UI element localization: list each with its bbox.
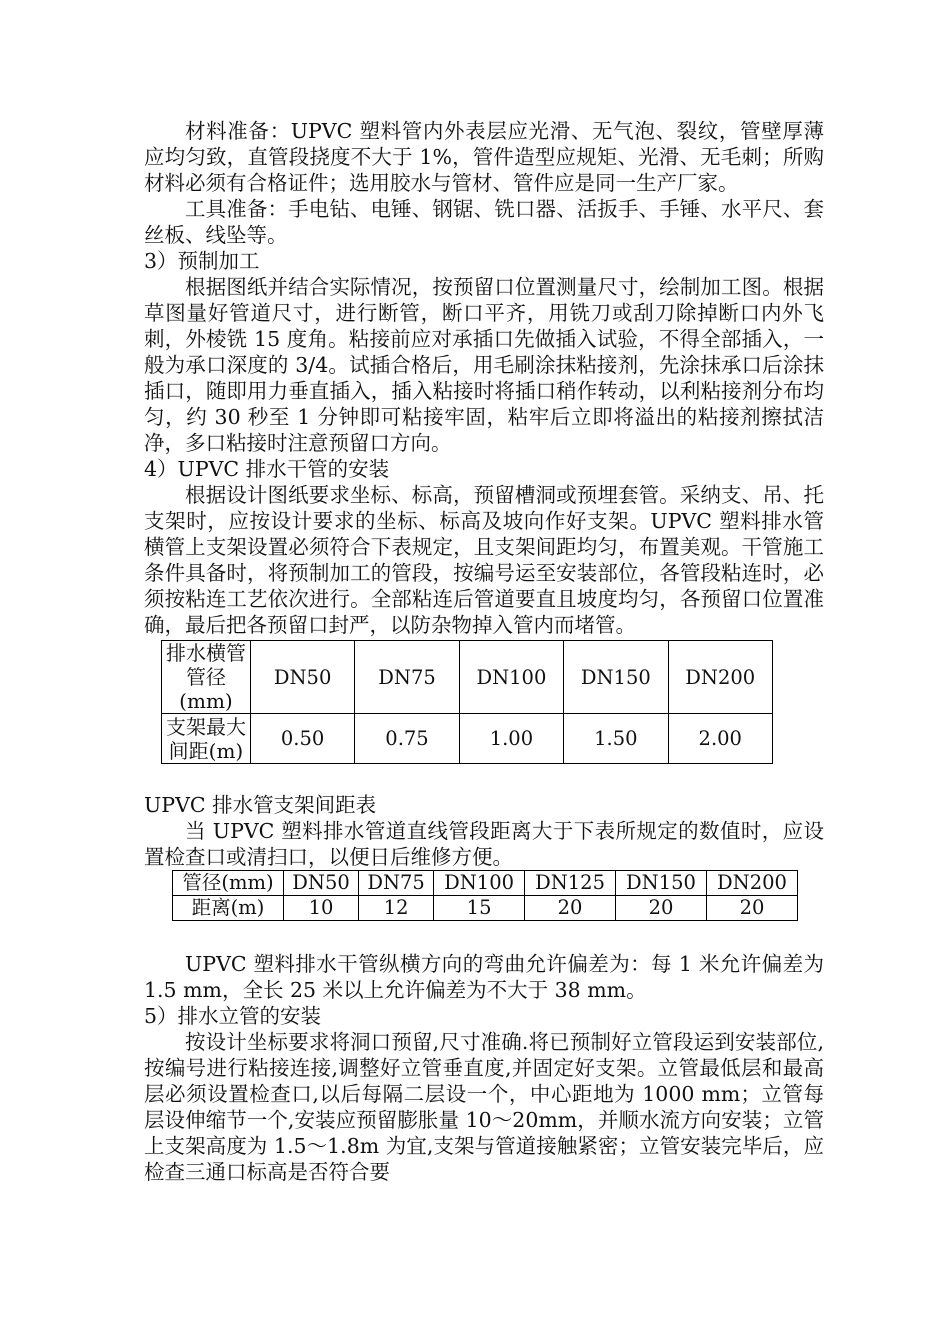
paragraph-deviation: UPVC 塑料排水干管纵横方向的弯曲允许偏差为：每 1 米允许偏差为 1.5 mm，全长 25 米以上允许偏差为不大于 38 mm。 xyxy=(144,952,824,1002)
section-4-heading: 4）UPVC 排水干管的安装 xyxy=(144,457,390,481)
section-3-body: 根据图纸并结合实际情况，按预留口位置测量尺寸，绘制加工图。根据草图量好管道尺寸，进行断管，断口平齐，用铣刀或刮刀除掉断口内外飞刺，外棱铣 15 度角。粘接前应对承插口先做插入试验，不得全部插入，一般为承口深度的 3/4。试插合格后，用毛刷涂抹粘接剂，先涂抹承口后涂抹插口，随即用力垂直插入，插入粘接时将插口稍作转动，以利粘接剂分布均匀，约 30 秒至 1 分钟即可粘接牢固，粘牢后立即将溢出的粘接剂擦拭洁净，多口粘接时注意预留口方向。 xyxy=(144,275,824,455)
table-caption: UPVC 排水管支架间距表 xyxy=(144,793,377,817)
section-5-heading: 5）排水立管的安装 xyxy=(144,1004,322,1028)
table-cell: DN150 xyxy=(616,871,707,896)
document-page xyxy=(144,118,824,1185)
table-cell: 12 xyxy=(359,896,434,921)
table-cell: 0.75 xyxy=(355,714,459,764)
table-row xyxy=(162,641,773,714)
table-row xyxy=(162,714,773,764)
table-cell: DN100 xyxy=(434,871,525,896)
table-cell: 1.50 xyxy=(564,714,668,764)
table-cell: DN75 xyxy=(355,641,459,714)
table-cell: DN125 xyxy=(525,871,616,896)
table-header-cell: 管径(mm) xyxy=(173,871,284,896)
paragraph-tools: 工具准备：手电钻、电锤、钢锯、铣口器、活扳手、手锤、水平尺、套丝板、线坠等。 xyxy=(144,197,824,247)
table-cell: DN50 xyxy=(284,871,359,896)
table-row xyxy=(173,896,798,921)
table-cell: DN200 xyxy=(707,871,798,896)
table-row xyxy=(173,871,798,896)
table-cell: 15 xyxy=(434,896,525,921)
table-cell: 20 xyxy=(525,896,616,921)
table-header-cell: 距离(m) xyxy=(173,896,284,921)
section-4-body: 根据设计图纸要求坐标、标高，预留槽洞或预埋套管。采纳支、吊、托支架时，应按设计要求的坐标、标高及坡向作好支架。UPVC 塑料排水管横管上支架设置必须符合下表规定，且支架间距均匀，布置美观。干管施工条件具备时，将预制加工的管段，按编号运至安装部位，各管段粘连时，必须按粘连工艺依次进行。全部粘连后管道要直且坡度均匀，各预留口位置准确，最后把各预留口封严，以防杂物掉入管内而堵管。 xyxy=(144,483,824,637)
table-cell: DN100 xyxy=(459,641,563,714)
table-cell: 1.00 xyxy=(459,714,563,764)
table-cell: 2.00 xyxy=(668,714,772,764)
table-cell: DN150 xyxy=(564,641,668,714)
table-cell: 20 xyxy=(707,896,798,921)
section-3-heading: 3）预制加工 xyxy=(144,249,260,273)
paragraph-inspection: 当 UPVC 塑料排水管道直线管段距离大于下表所规定的数值时，应设置检查口或清扫口，以便日后维修方便。 xyxy=(144,819,824,869)
inspection-distance-table xyxy=(172,870,798,921)
table-header-cell: 支架最大间距(m) xyxy=(162,714,251,764)
section-5-body: 按设计坐标要求将洞口预留,尺寸准确.将已预制好立管段运到安装部位,按编号进行粘接连接,调整好立管垂直度,并固定好支架。立管最低层和最高层必须设置检查口,以后每隔二层设一个，中心距地为 1000 mm；立管每层设伸缩节一个,安装应预留膨胀量 10～20mm，并顺水流方向安装；立管上支架高度为 1.5～1.8m 为宜,支架与管道接触紧密；立管安装完毕后，应检查三通口标高是否符合要 xyxy=(144,1030,824,1184)
table-cell: DN200 xyxy=(668,641,772,714)
table-cell: 0.50 xyxy=(250,714,354,764)
table-cell: 10 xyxy=(284,896,359,921)
table-header-cell: 排水横管管径(mm) xyxy=(162,641,251,714)
support-spacing-table xyxy=(161,640,773,764)
table-cell: 20 xyxy=(616,896,707,921)
table-cell: DN50 xyxy=(250,641,354,714)
paragraph-materials: 材料准备：UPVC 塑料管内外表层应光滑、无气泡、裂纹，管壁厚薄应均匀致，直管段挠度不大于 1%，管件造型应规矩、光滑、无毛刺；所购材料必须有合格证件；选用胶水与管材、管件应是同一生产厂家。 xyxy=(144,119,824,195)
table-cell: DN75 xyxy=(359,871,434,896)
